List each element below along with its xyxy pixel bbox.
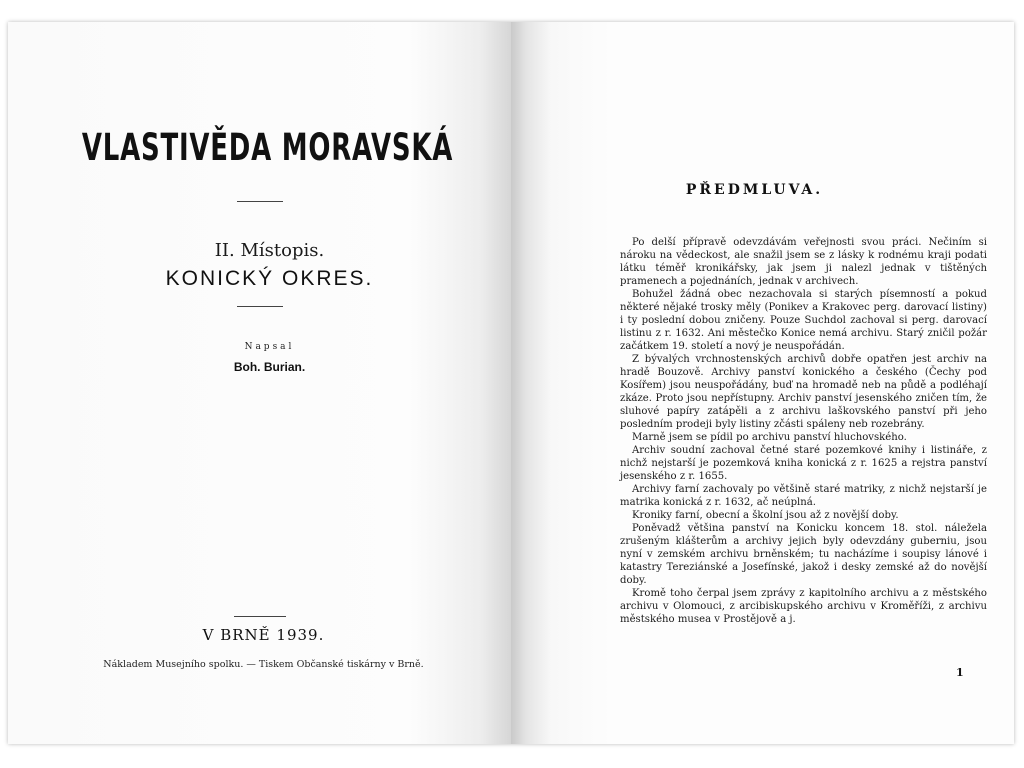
- left-page: [8, 22, 511, 744]
- paragraph: Kromě toho čerpal jsem zprávy z kapitolního archivu a z městského archivu v Olomouci, z arcibiskupského archivu v Kroměříži, z archivu městského musea v Prostějově a j.: [620, 588, 987, 625]
- volume-subtitle: II. Místopis.: [214, 240, 325, 261]
- paragraph: Poněvadž většina panství na Konicku koncem 18. stol. náležela zrušeným klášterům a archivy jejich byly odevzdány guberniu, jsou nyní v zemském archivu brněnském; tu nacházíme i soupisy lánové i katastry Tereziánské a Josefínské, jakož i desky zemské až do novější doby.: [620, 523, 987, 586]
- right-page: [511, 22, 1014, 744]
- paragraph: Z bývalých vrchnostenských archivů dobře opatřen jest archiv na hradě Bouzově. Archivy panství konického a českého (Čechy pod Kosířem) jsou neuspořádány, buď na hromadě neb na půdě a podléhají zkáze. Proto jsou nepřístupny. Archiv panství jesenského zničen tím, že sluhové papíry zatápěli a z archivu laškovského panství při jeho posledním prodeji byly listiny zčásti spáleny neb rozebrány.: [620, 354, 987, 430]
- subtitle-divider: [237, 306, 283, 307]
- paragraph: Archivy farní zachovaly po většině staré matriky, z nichž nejstarší je matrika konická z r. 1632, ač neúplná.: [620, 484, 987, 508]
- paragraph: Bohužel žádná obec nezachovala si starých písemností a pokud některé nějaké trosky měly (Ponikev a Krakovec perg. darovací listiny) i ty poslední dobou zničeny. Pouze Suchdol zachoval si perg. darovací listinu z r. 1632. Ani městečko Konice nemá archivu. Starý zničil požár začátkem 19. století a nový je neuspořádán.: [620, 289, 987, 352]
- paragraph: Marně jsem se pídil po archivu panství hluchovského.: [632, 432, 907, 443]
- paragraph: Po delší přípravě odevzdávám veřejnosti svou práci. Nečiním si nároku na vědeckost, ale snažil jsem se z lásky k rodnému kraji podati látku téměř kronikářsky, jak jsem ji nalezl jednak v tištěných pramenech a pojednáních, jednak v archivech.: [620, 237, 987, 287]
- publisher-line: Nákladem Musejního spolku. — Tiskem Občanské tiskárny v Brně.: [103, 659, 424, 670]
- preface-heading: PŘEDMLUVA.: [685, 182, 824, 198]
- paragraph: Archiv soudní zachoval četné staré pozemkové knihy i listináře, z nichž nejstarší je pozemková kniha konická z r. 1625 a rejstra panství jesenského z r. 1655.: [620, 445, 987, 482]
- title-divider: [237, 201, 283, 202]
- paragraph: Kroniky farní, obecní a školní jsou až z novější doby.: [632, 510, 899, 521]
- book-spread: [8, 22, 1014, 744]
- district-title: KONICKÝ OKRES.: [165, 267, 374, 290]
- book-title: VLASTIVĚDA MORAVSKÁ: [81, 126, 454, 169]
- page-number: 1: [956, 666, 964, 679]
- author-label: Napsal: [244, 342, 295, 352]
- place-year: V BRNĚ 1939.: [202, 626, 325, 644]
- imprint-divider: [234, 616, 286, 617]
- author-name: Boh. Burian.: [233, 360, 306, 374]
- preface-body: [620, 236, 987, 626]
